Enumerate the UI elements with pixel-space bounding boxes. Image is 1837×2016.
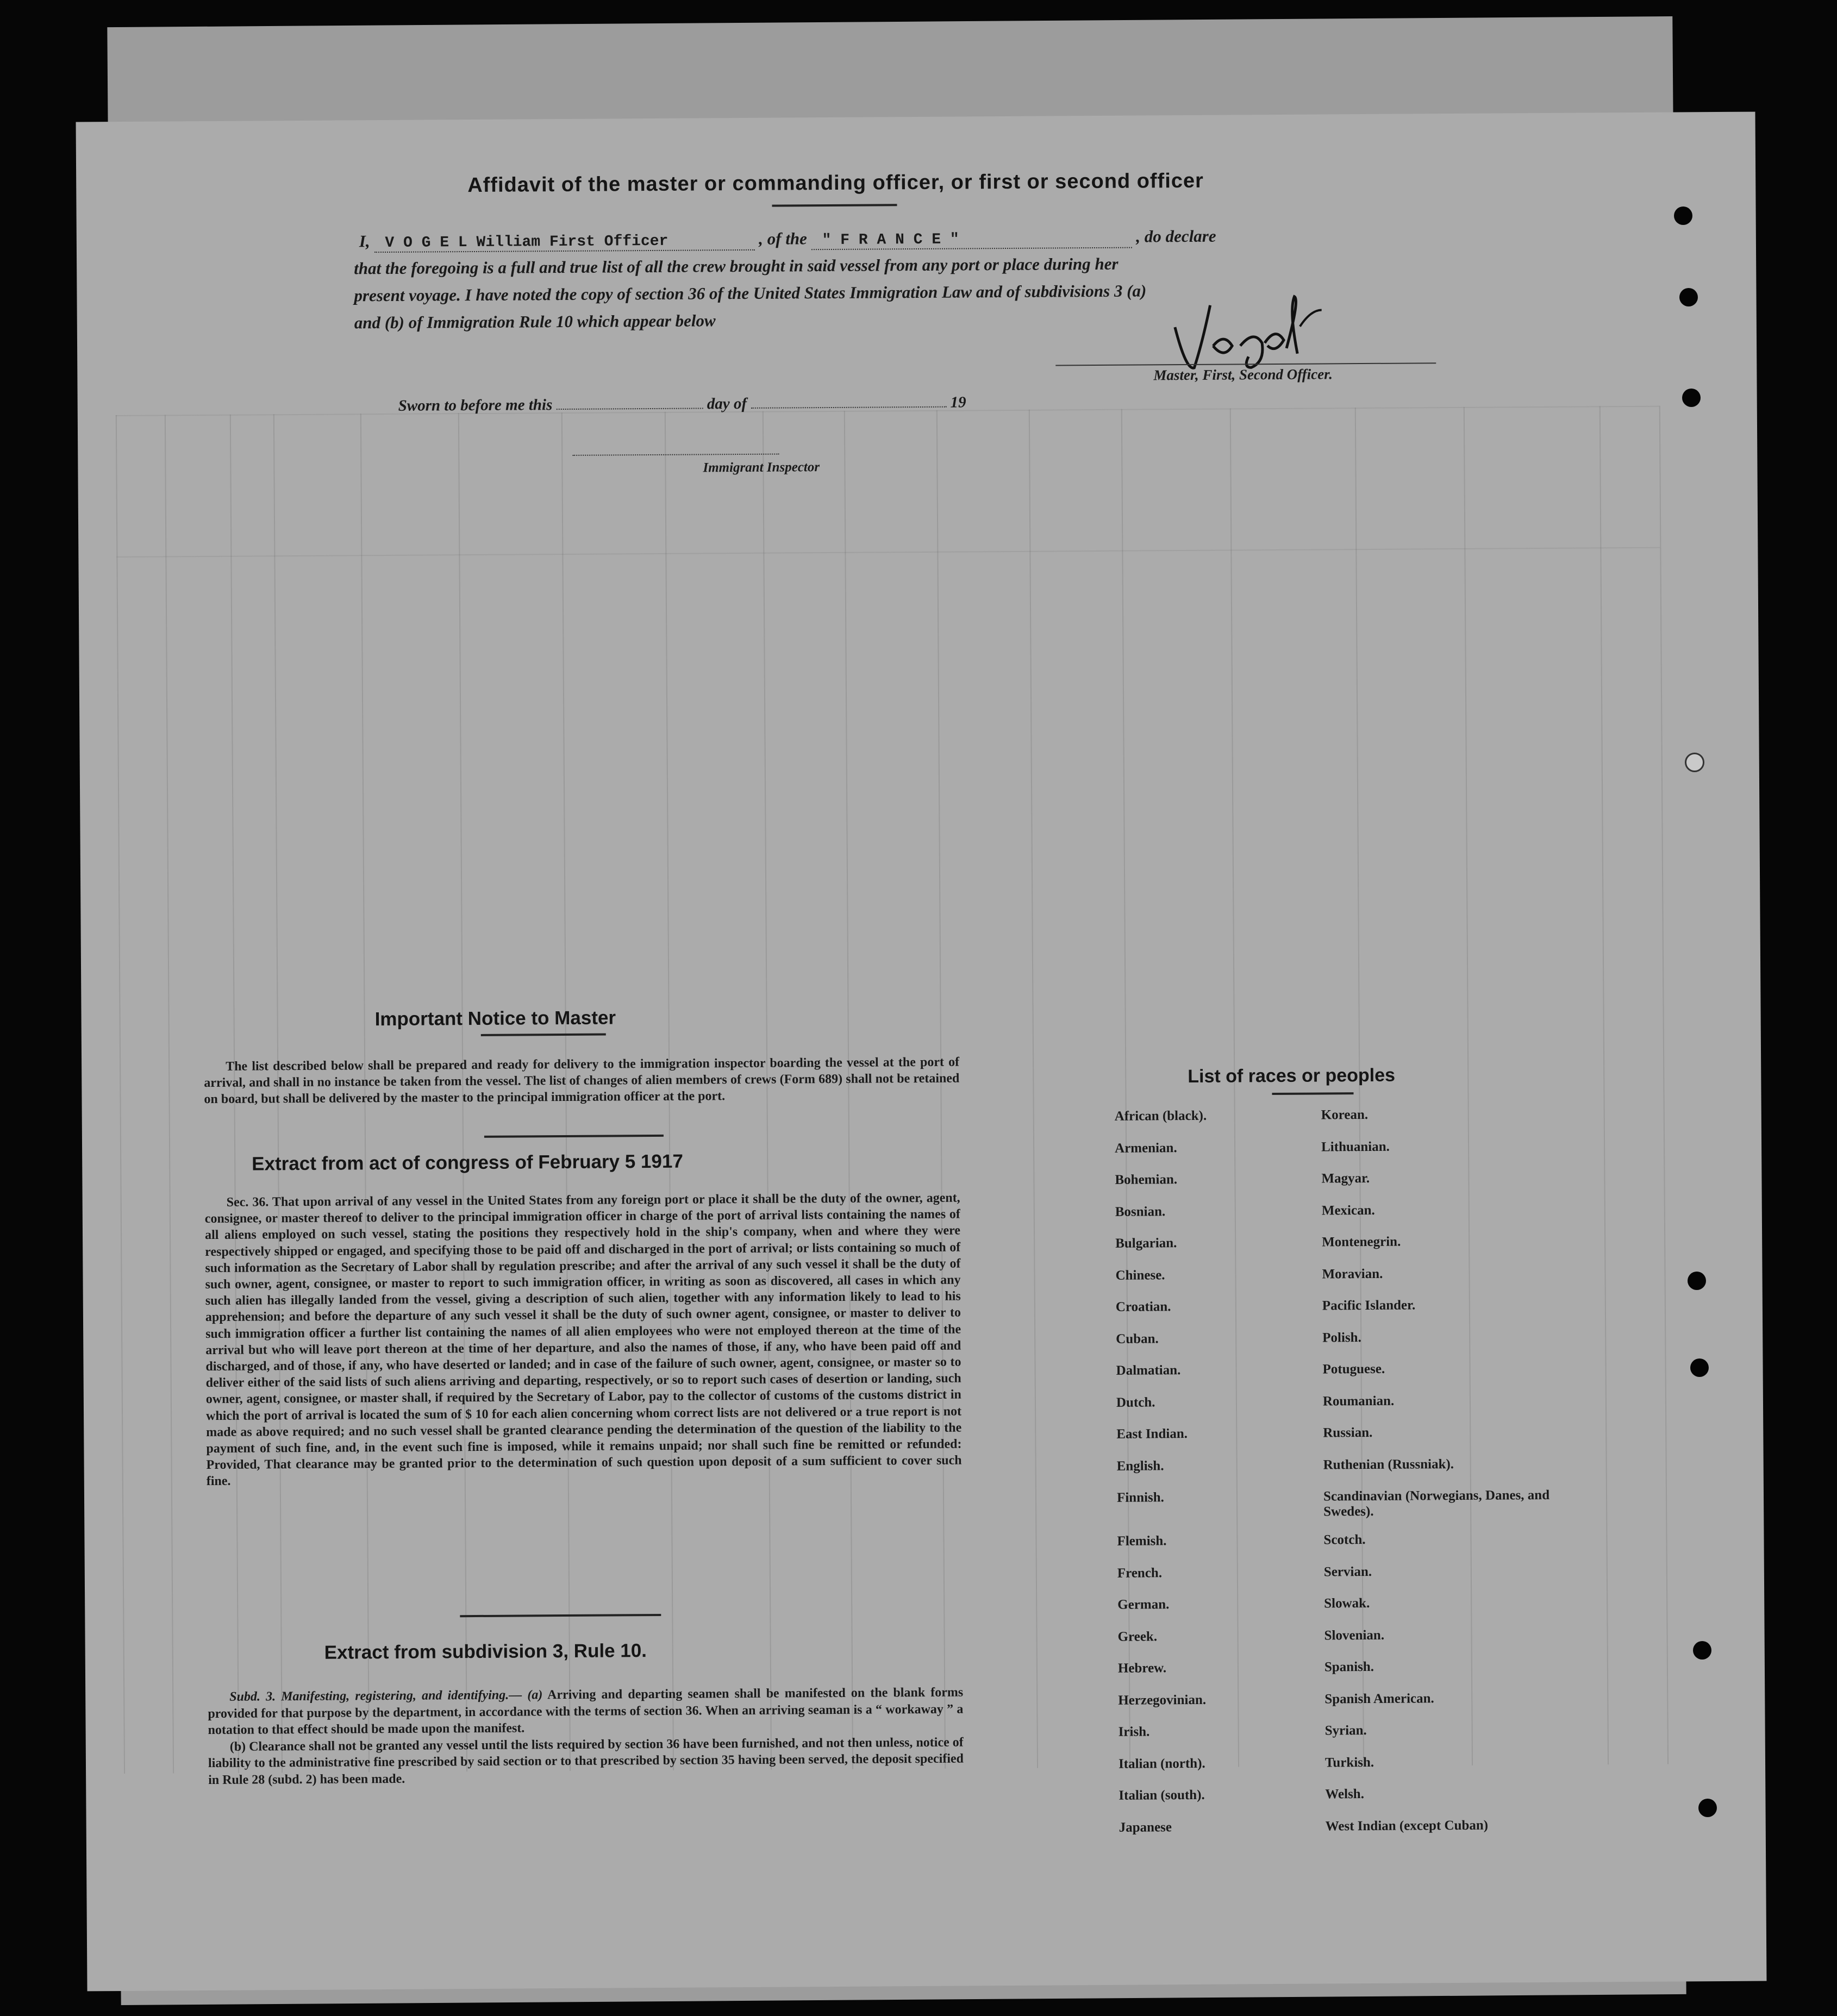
race-row (1115, 1138, 1549, 1172)
race-right: Russian. (1323, 1425, 1373, 1441)
subdivision-lead: Subd. 3. Manifesting, registering, and identifying.— (a) (229, 1688, 543, 1704)
race-left: Finnish. (1116, 1490, 1164, 1505)
race-row (1119, 1754, 1553, 1788)
race-right: Polish. (1322, 1330, 1361, 1345)
declarant-prefix: I, (359, 231, 370, 251)
notice-title: Important Notice to Master (374, 1007, 616, 1030)
race-left: Bulgarian. (1115, 1236, 1177, 1251)
punch-hole (1688, 1272, 1706, 1290)
races-list (1115, 1106, 1554, 1852)
race-left: German. (1117, 1597, 1170, 1612)
race-left: Greek. (1117, 1629, 1158, 1644)
vessel-name: " F R A N C E " (822, 231, 959, 249)
race-left: Herzegovinian. (1118, 1692, 1207, 1708)
sworn-day-field (557, 408, 703, 410)
races-title: List of races or peoples (1188, 1065, 1396, 1087)
race-left: Italian (south). (1119, 1787, 1205, 1803)
race-right: Moravian. (1322, 1266, 1383, 1282)
race-right: Slowak. (1324, 1595, 1370, 1611)
vessel-name-field (811, 227, 1132, 251)
race-right: Montenegrin. (1322, 1234, 1401, 1250)
punch-hole (1685, 753, 1704, 772)
race-left: Irish. (1118, 1724, 1150, 1739)
race-row (1115, 1234, 1550, 1268)
race-left: Flemish. (1117, 1533, 1167, 1549)
officer-label: Master, First, Second Officer. (1153, 366, 1333, 384)
race-row (1117, 1563, 1552, 1597)
race-right: Potuguese. (1322, 1361, 1385, 1377)
sworn-label: Sworn to before me this (398, 396, 553, 415)
race-right: West Indian (except Cuban) (1325, 1818, 1489, 1833)
punch-hole (1679, 288, 1698, 306)
race-right: Spanish American. (1324, 1691, 1434, 1706)
race-right: Roumanian. (1322, 1393, 1395, 1408)
race-row (1117, 1531, 1552, 1566)
race-right: Pacific Islander. (1322, 1298, 1416, 1313)
subdivision-para-b: (b) Clearance shall not be granted any vessel until the lists required by section 36 have been furnished, and not then unless, notice of liability to the administrative fine prescribed by said section or to that prescribed by section 35 having been served, the deposit specified in Rule 28 (subd. 2) has been made. (208, 1735, 964, 1787)
race-row (1115, 1106, 1549, 1141)
race-left: African (black). (1114, 1108, 1207, 1124)
race-right: Magyar. (1321, 1170, 1370, 1186)
title-rule (772, 204, 897, 206)
sworn-line (398, 393, 966, 415)
declare-label: , do declare (1136, 226, 1216, 246)
race-left: English. (1116, 1458, 1164, 1474)
race-right: Syrian. (1324, 1723, 1367, 1738)
race-left: Dutch. (1116, 1394, 1155, 1410)
race-left: Armenian. (1115, 1140, 1177, 1156)
race-row (1119, 1722, 1553, 1756)
race-left: Italian (north). (1118, 1756, 1205, 1771)
race-left: Dalmatian. (1116, 1363, 1181, 1378)
race-left: Croatian. (1115, 1299, 1171, 1314)
race-row (1118, 1658, 1553, 1693)
race-left: Cuban. (1116, 1331, 1159, 1347)
race-row (1115, 1170, 1549, 1204)
race-row (1119, 1817, 1554, 1851)
race-right: Slovenian. (1324, 1627, 1385, 1643)
race-row (1117, 1488, 1552, 1534)
sworn-month-field (751, 406, 946, 409)
race-row (1116, 1361, 1551, 1395)
race-row (1117, 1456, 1552, 1490)
vessel-of-label: , of the (759, 229, 807, 248)
race-left: East Indian. (1116, 1426, 1188, 1442)
race-row (1116, 1297, 1551, 1331)
race-right: Korean. (1321, 1107, 1369, 1123)
race-right: Ruthenian (Russniak). (1323, 1456, 1454, 1472)
year-label: 19 (950, 393, 966, 411)
race-left: Chinese. (1115, 1267, 1165, 1283)
affidavit-line-1 (359, 227, 1216, 253)
document-page (76, 112, 1767, 1992)
race-row (1116, 1392, 1551, 1426)
affidavit-line-4: and (b) of Immigration Rule 10 which appear below (354, 311, 716, 333)
race-right: Servian. (1323, 1564, 1372, 1579)
affidavit-line-2: that the foregoing is a full and true list of all the crew brought in said vessel from any port or place during her (354, 254, 1119, 278)
race-right: Spanish. (1324, 1659, 1374, 1675)
race-left: Hebrew. (1117, 1661, 1167, 1676)
race-left: Japanese (1119, 1819, 1172, 1835)
affidavit-title: Affidavit of the master or commanding officer, or first or second officer (467, 169, 1204, 197)
punch-hole (1693, 1641, 1711, 1660)
race-row (1119, 1786, 1553, 1820)
act-body: Sec. 36. That upon arrival of any vessel in the United States from any foreign port or place it shall be the duty of the owner, agent, consignee, or master thereof to deliver to the principal immigration officer in charge of the port of arrival lists containing the names of all aliens employed on such vessel, stating the positions they respectively hold in the ship's company, when and where they were respectively shipped or engaged, and specifying those to be paid off and discharged in the port of arrival; or lists containing so much of such information as the Secretary of Labor shall by regulation prescribe; and after the arrival of any such vessel it shall be the duty of such owner, agent, consignee, or master to report to such immigration officer, in writing as soon as discovered, all cases in which any such alien has illegally landed from the vessel, giving a description of such alien, together with any information likely to lead to his apprehension; and before the departure of any such vessel it shall be the duty of such owner agent, consignee, or master to deliver to such immigration officer a further list containing the names of all alien employees who were not employed thereon at the time of the arrival but who will leave port thereon at the time of her departure, and also the names of those, if any, who have been paid off and discharged, and of those, if any, who have deserted or landed; and in case of the failure of such owner, agent, consignee, or master so to deliver either of the said lists of such aliens arriving and departing, respectively, or so to report such cases of desertion or landing, such owner, agent, consignee, or master shall, if required by the Secretary of Labor, pay to the collector of customs of the customs district in which the port of arrival is located the sum of $ 10 for each alien concerning whom correct lists are not delivered or a true report is not made as above required; and no such vessel shall be granted clearance pending the determination of the question of the liability to the payment of such fine, and, in the event such fine is imposed, while it remains unpaid; nor shall such fine be remitted or refunded: Provided, That clearance may be granted prior to the determination of such question upon deposit of a sum sufficient to cover such fine. (204, 1191, 962, 1489)
race-left: French. (1117, 1565, 1163, 1581)
punch-hole (1682, 389, 1701, 407)
race-right: Welsh. (1325, 1787, 1364, 1802)
declarant-name-field (374, 229, 754, 253)
race-row (1117, 1595, 1552, 1629)
race-row (1118, 1690, 1553, 1724)
punch-hole (1698, 1799, 1717, 1817)
race-row (1115, 1265, 1550, 1299)
affidavit-line-3: present voyage. I have noted the copy of section 36 of the United States Immigration Law and of subdivisions 3 (a) (354, 281, 1147, 305)
race-right: Lithuanian. (1321, 1139, 1390, 1155)
race-left: Bohemian. (1115, 1172, 1178, 1187)
subdivision-title: Extract from subdivision 3, Rule 10. (324, 1640, 647, 1663)
notice-body: The list described below shall be prepared and ready for delivery to the immigration inspector boarding the vessel at the port of arrival, and shall in no instance be taken from the vessel. The list of changes of alien members of crews (Form 689) shall not be retained on board, but shall be delivered by the master to the principal immigration officer at the port. (204, 1055, 960, 1107)
punch-hole (1674, 206, 1692, 225)
race-right: Scandinavian (Norwegians, Danes, and Swedes). (1323, 1487, 1550, 1519)
race-row (1116, 1329, 1551, 1363)
punch-hole (1690, 1358, 1709, 1377)
subdivision-para-a-text: Arriving and departing seamen shall be manifested on the blank forms provided for that purpose by the department, in accordance with the terms of section 36. When an arriving seaman is a “ workaway ” a notation to that effect should be made upon the manifest. (208, 1685, 964, 1738)
race-right: Scotch. (1323, 1532, 1366, 1548)
race-left: Bosnian. (1115, 1204, 1166, 1219)
declarant-name: V O G E L William First Officer (385, 233, 668, 252)
race-right: Mexican. (1321, 1203, 1375, 1218)
race-row (1118, 1626, 1553, 1661)
race-row (1115, 1201, 1550, 1236)
act-title: Extract from act of congress of February 5 1917 (252, 1150, 683, 1175)
subdivision-para-a (208, 1685, 964, 1739)
race-right: Turkish. (1324, 1755, 1374, 1770)
race-row (1116, 1424, 1551, 1458)
subdivision-body (208, 1685, 964, 1788)
day-of-label: day of (707, 395, 747, 413)
inspector-label: Immigrant Inspector (703, 460, 820, 475)
